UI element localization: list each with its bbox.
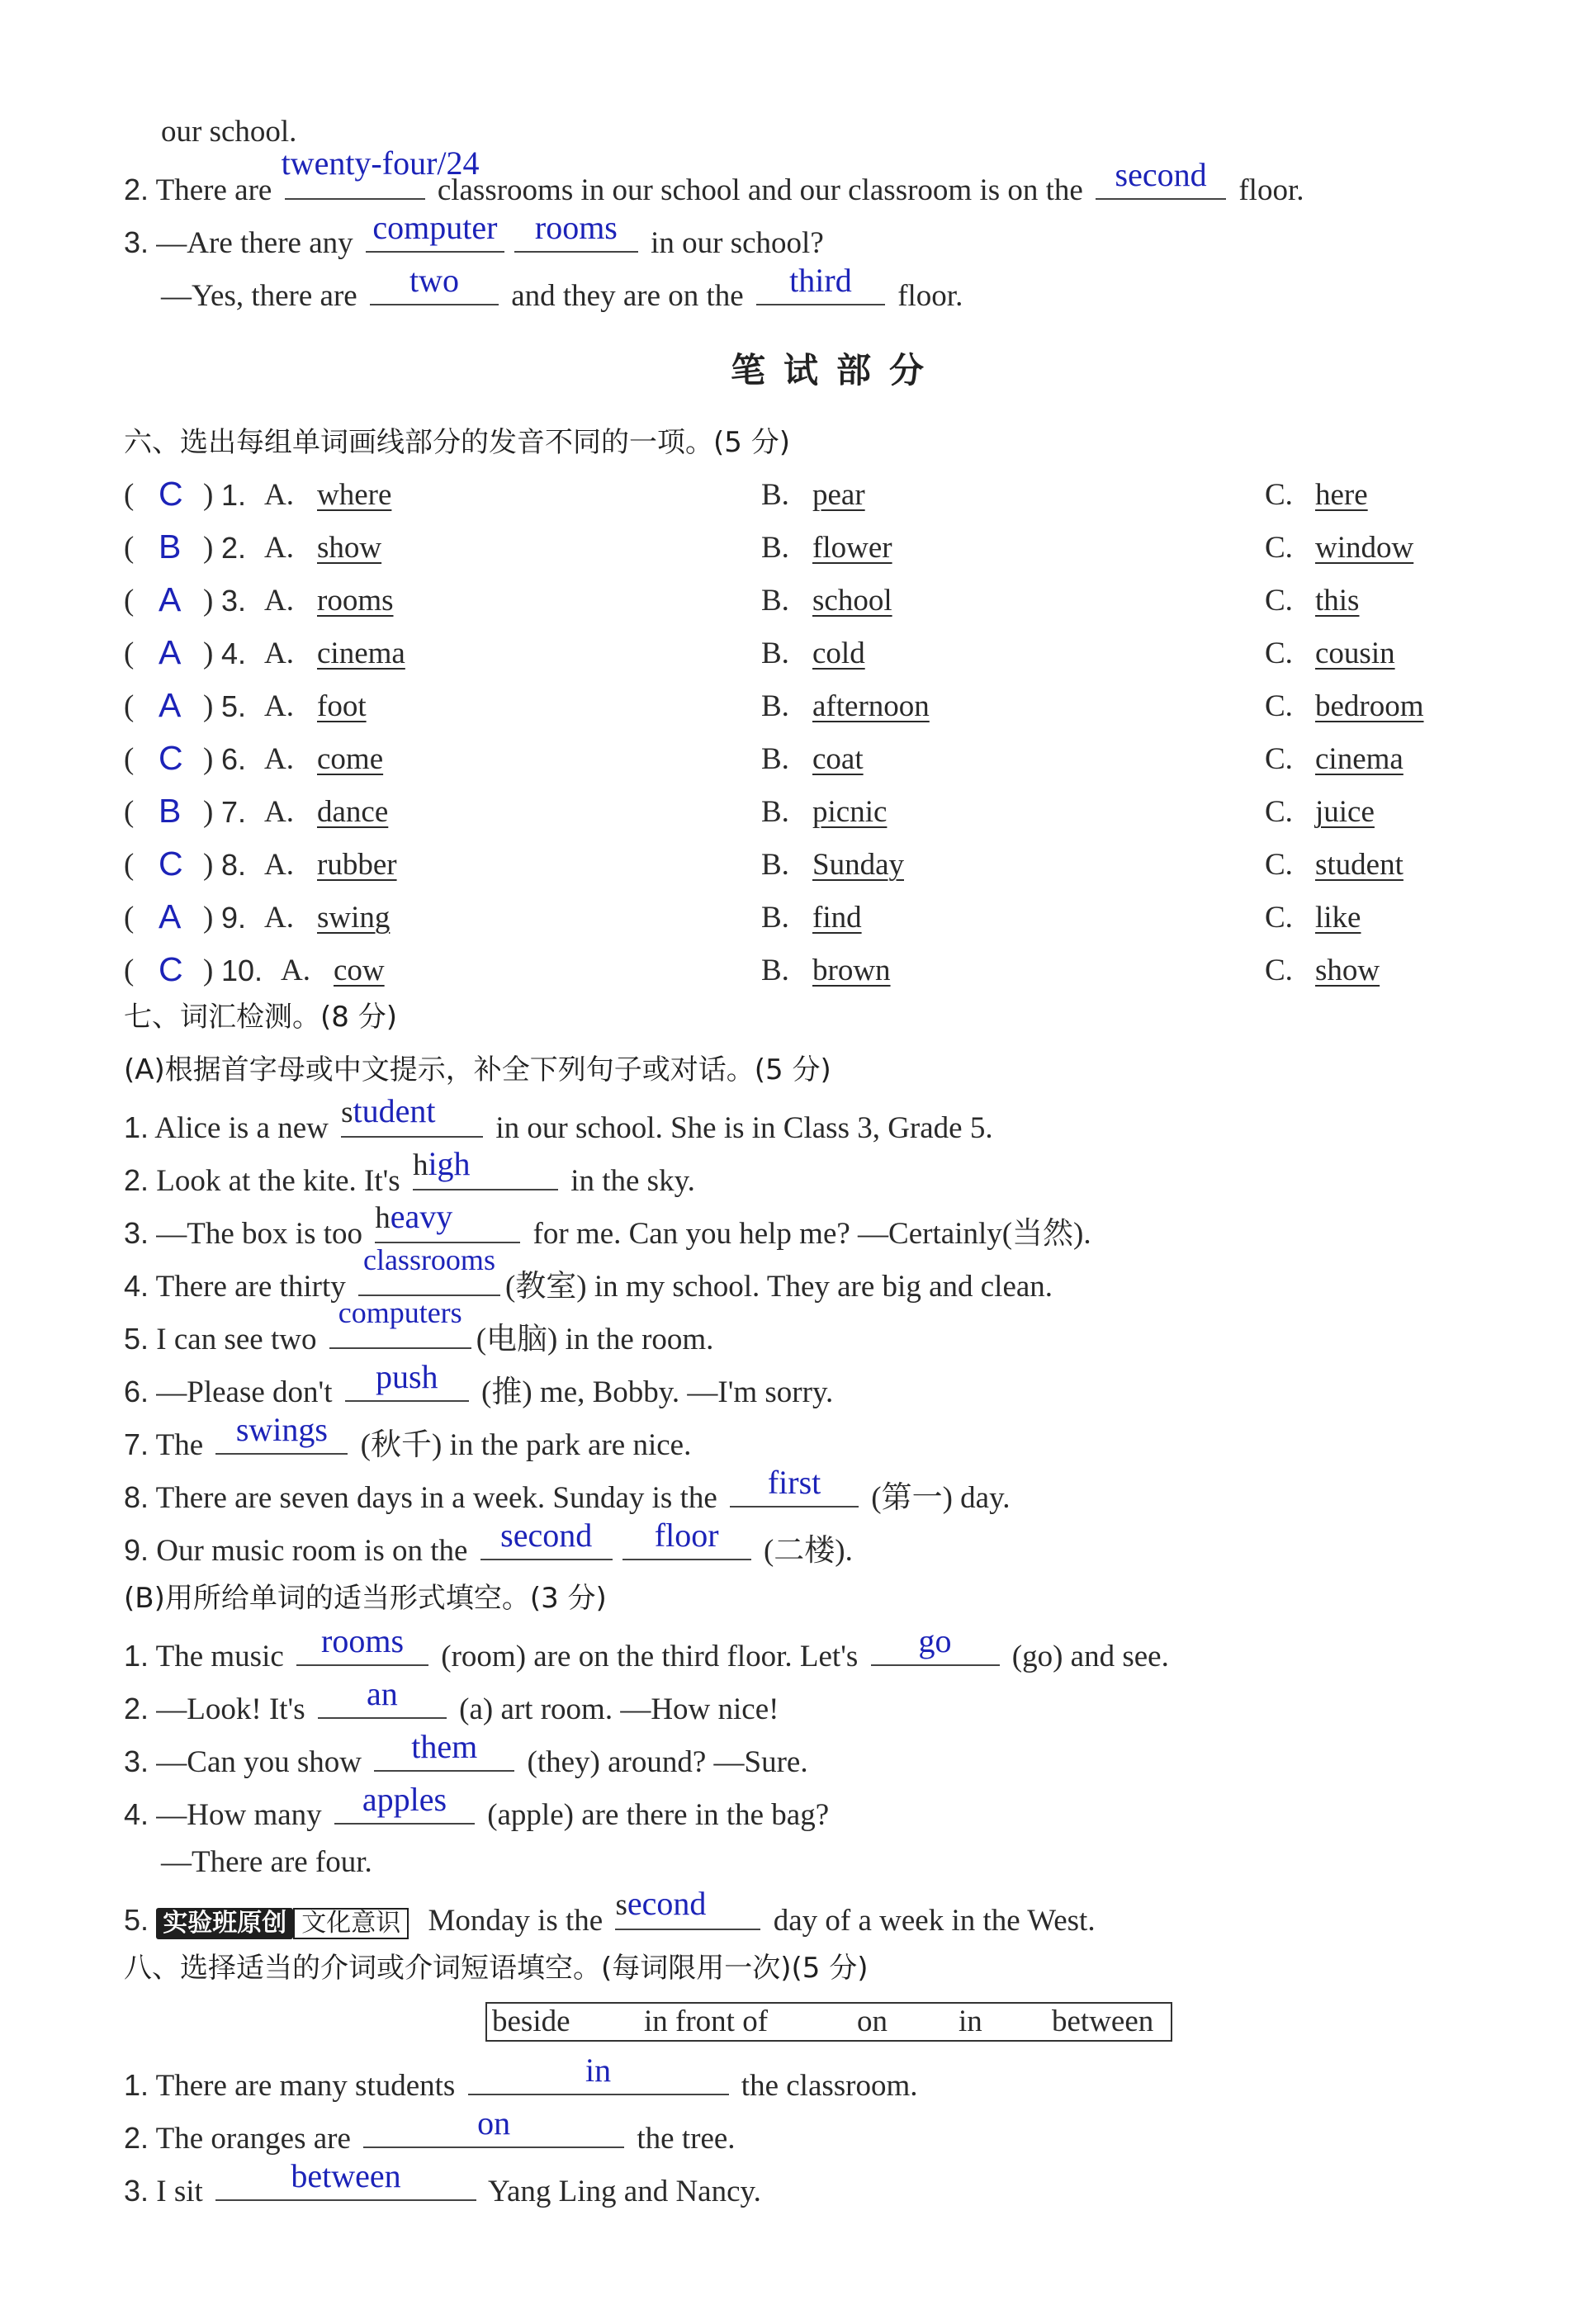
vocab-a1: 1. Alice is a new student in our school. She is in Class 3, Grade 5. [124, 1092, 993, 1145]
answer-choice[interactable]: C [159, 739, 183, 777]
word-bank-item: in [959, 2005, 982, 2038]
answer-choice[interactable]: C [159, 475, 183, 513]
original-badge: 实验班原创 [156, 1908, 293, 1939]
answer-choice[interactable]: A [159, 633, 182, 671]
answer-blank[interactable]: high [413, 1156, 558, 1190]
option-c: cousin [1315, 637, 1395, 670]
answer-blank[interactable]: swings [215, 1420, 348, 1455]
answer-blank[interactable]: computer [366, 218, 504, 253]
section-6-heading: 六、选出每组单词画线部分的发音不同的一项。(5 分) [124, 426, 790, 459]
vocab-a9: 9. Our music room is on the second floor (二楼). [124, 1517, 853, 1568]
option-b: flower [812, 531, 892, 565]
option-c: cinema [1315, 742, 1403, 776]
option-a: come [317, 742, 384, 776]
option-b: cold [812, 637, 865, 670]
option-a: rooms [317, 584, 394, 618]
vocab-a3: 3. —The box is too heavy for me. Can you help me? —Certainly(当然). [124, 1198, 1091, 1251]
answer-choice[interactable]: C [159, 845, 183, 883]
option-c: here [1315, 478, 1368, 512]
prep-q1: 1. There are many students in the classroom. [124, 2052, 918, 2103]
option-a: show [317, 531, 382, 565]
option-b: pear [812, 478, 865, 512]
answer-blank[interactable]: classrooms [358, 1261, 500, 1296]
word-bank-item: beside [492, 2005, 570, 2038]
vocab-b1: 1. The music rooms (room) are on the third floor. Let's go (go) and see. [124, 1622, 1169, 1673]
option-b: school [812, 584, 892, 618]
listening-q2: 2. There are twenty-four/24 classrooms in our school and our classroom is on the second floor. [124, 144, 1304, 207]
section-title: 笔试部分 [731, 350, 943, 390]
option-b: brown [812, 954, 891, 987]
option-c: student [1315, 848, 1403, 882]
continued-text: our school. [161, 115, 297, 149]
section-7a-heading: (A)根据首字母或中文提示，补全下列句子或对话。(5 分) [124, 1053, 831, 1086]
answer-blank[interactable]: push [345, 1367, 469, 1402]
vocab-a7: 7. The swings (秋千) in the park are nice. [124, 1411, 692, 1462]
vocab-a8: 8. There are seven days in a week. Sunday is the first (第一) day. [124, 1464, 1011, 1515]
vocab-b5: 5. 实验班原创 文化意识 Monday is the second day of a week in the West. [124, 1885, 1096, 1938]
section-8-heading: 八、选择适当的介词或介词短语填空。(每词限用一次)(5 分) [124, 1952, 869, 1985]
vocab-a5: 5. I can see two computers (电脑) in the room. [124, 1296, 714, 1356]
answer-blank[interactable]: first [730, 1473, 859, 1508]
option-b: afternoon [812, 689, 930, 723]
option-b: coat [812, 742, 864, 776]
option-a: dance [317, 795, 389, 829]
answer-blank[interactable]: on [363, 2113, 624, 2148]
option-c: bedroom [1315, 689, 1424, 723]
word-bank-item: on [857, 2005, 888, 2038]
vocab-a2: 2. Look at the kite. It's high in the sky. [124, 1145, 695, 1198]
answer-blank[interactable]: second [480, 1526, 613, 1560]
listening-q3b: —Yes, there are two and they are on the third floor. [161, 262, 963, 313]
answer-blank[interactable]: rooms [514, 218, 638, 253]
vocab-b4: 4. —How many apples (apple) are there in the bag? [124, 1781, 830, 1832]
option-c: like [1315, 901, 1361, 935]
option-c: window [1315, 531, 1414, 565]
answer-choice[interactable]: B [159, 528, 182, 566]
word-bank [485, 2002, 1172, 2042]
answer-blank[interactable]: heavy [375, 1209, 520, 1243]
answer-blank[interactable]: twenty-four/24 [285, 165, 425, 200]
vocab-a4: 4. There are thirty classrooms (教室) in my school. They are big and clean. [124, 1243, 1053, 1304]
option-c: show [1315, 954, 1380, 987]
vocab-a6: 6. —Please don't push (推) me, Bobby. —I'm sorry. [124, 1358, 834, 1409]
answer-blank[interactable]: an [318, 1684, 447, 1719]
option-b: Sunday [812, 848, 904, 882]
option-a: rubber [317, 848, 397, 882]
answer-choice[interactable]: A [159, 686, 182, 724]
answer-blank[interactable]: computers [329, 1314, 471, 1349]
vocab-b2: 2. —Look! It's an (a) art room. —How nice! [124, 1675, 779, 1726]
culture-badge: 文化意识 [293, 1908, 409, 1939]
option-a: where [317, 478, 392, 512]
section-7-heading: 七、词汇检测。(8 分) [124, 1001, 397, 1034]
answer-blank[interactable]: apples [334, 1790, 475, 1825]
listening-q3a: 3. —Are there any computer rooms in our school? [124, 209, 824, 260]
word-bank-item: between [1052, 2005, 1154, 2038]
answer-blank[interactable]: floor [622, 1526, 751, 1560]
option-c: this [1315, 584, 1360, 618]
answer-blank[interactable]: between [215, 2166, 476, 2201]
answer-blank[interactable]: two [370, 271, 499, 305]
option-a: foot [317, 689, 367, 723]
answer-blank[interactable]: second [1096, 165, 1226, 200]
option-b: picnic [812, 795, 888, 829]
word-bank-item: in front of [644, 2005, 769, 2038]
prep-q2: 2. The oranges are on the tree. [124, 2104, 736, 2156]
option-b: find [812, 901, 862, 935]
vocab-b4-reply: —There are four. [161, 1845, 372, 1879]
answer-blank[interactable]: them [374, 1737, 514, 1772]
answer-blank[interactable]: in [468, 2061, 729, 2095]
answer-choice[interactable]: A [159, 580, 182, 618]
answer-blank[interactable]: student [341, 1103, 483, 1138]
prep-q3: 3. I sit between Yang Ling and Nancy. [124, 2157, 761, 2208]
answer-blank[interactable]: third [756, 271, 885, 305]
vocab-b3: 3. —Can you show them (they) around? —Sure. [124, 1728, 808, 1779]
section-7b-heading: (B)用所给单词的适当形式填空。(3 分) [124, 1582, 607, 1615]
answer-choice[interactable]: A [159, 897, 182, 935]
option-a: swing [317, 901, 391, 935]
answer-blank[interactable]: second [615, 1896, 760, 1930]
answer-choice[interactable]: B [159, 792, 182, 830]
answer-blank[interactable]: rooms [296, 1631, 428, 1666]
option-a: cow [334, 954, 385, 987]
answer-blank[interactable]: go [871, 1631, 1000, 1666]
answer-choice[interactable]: C [159, 950, 183, 988]
option-c: juice [1315, 795, 1375, 829]
option-a: cinema [317, 637, 405, 670]
